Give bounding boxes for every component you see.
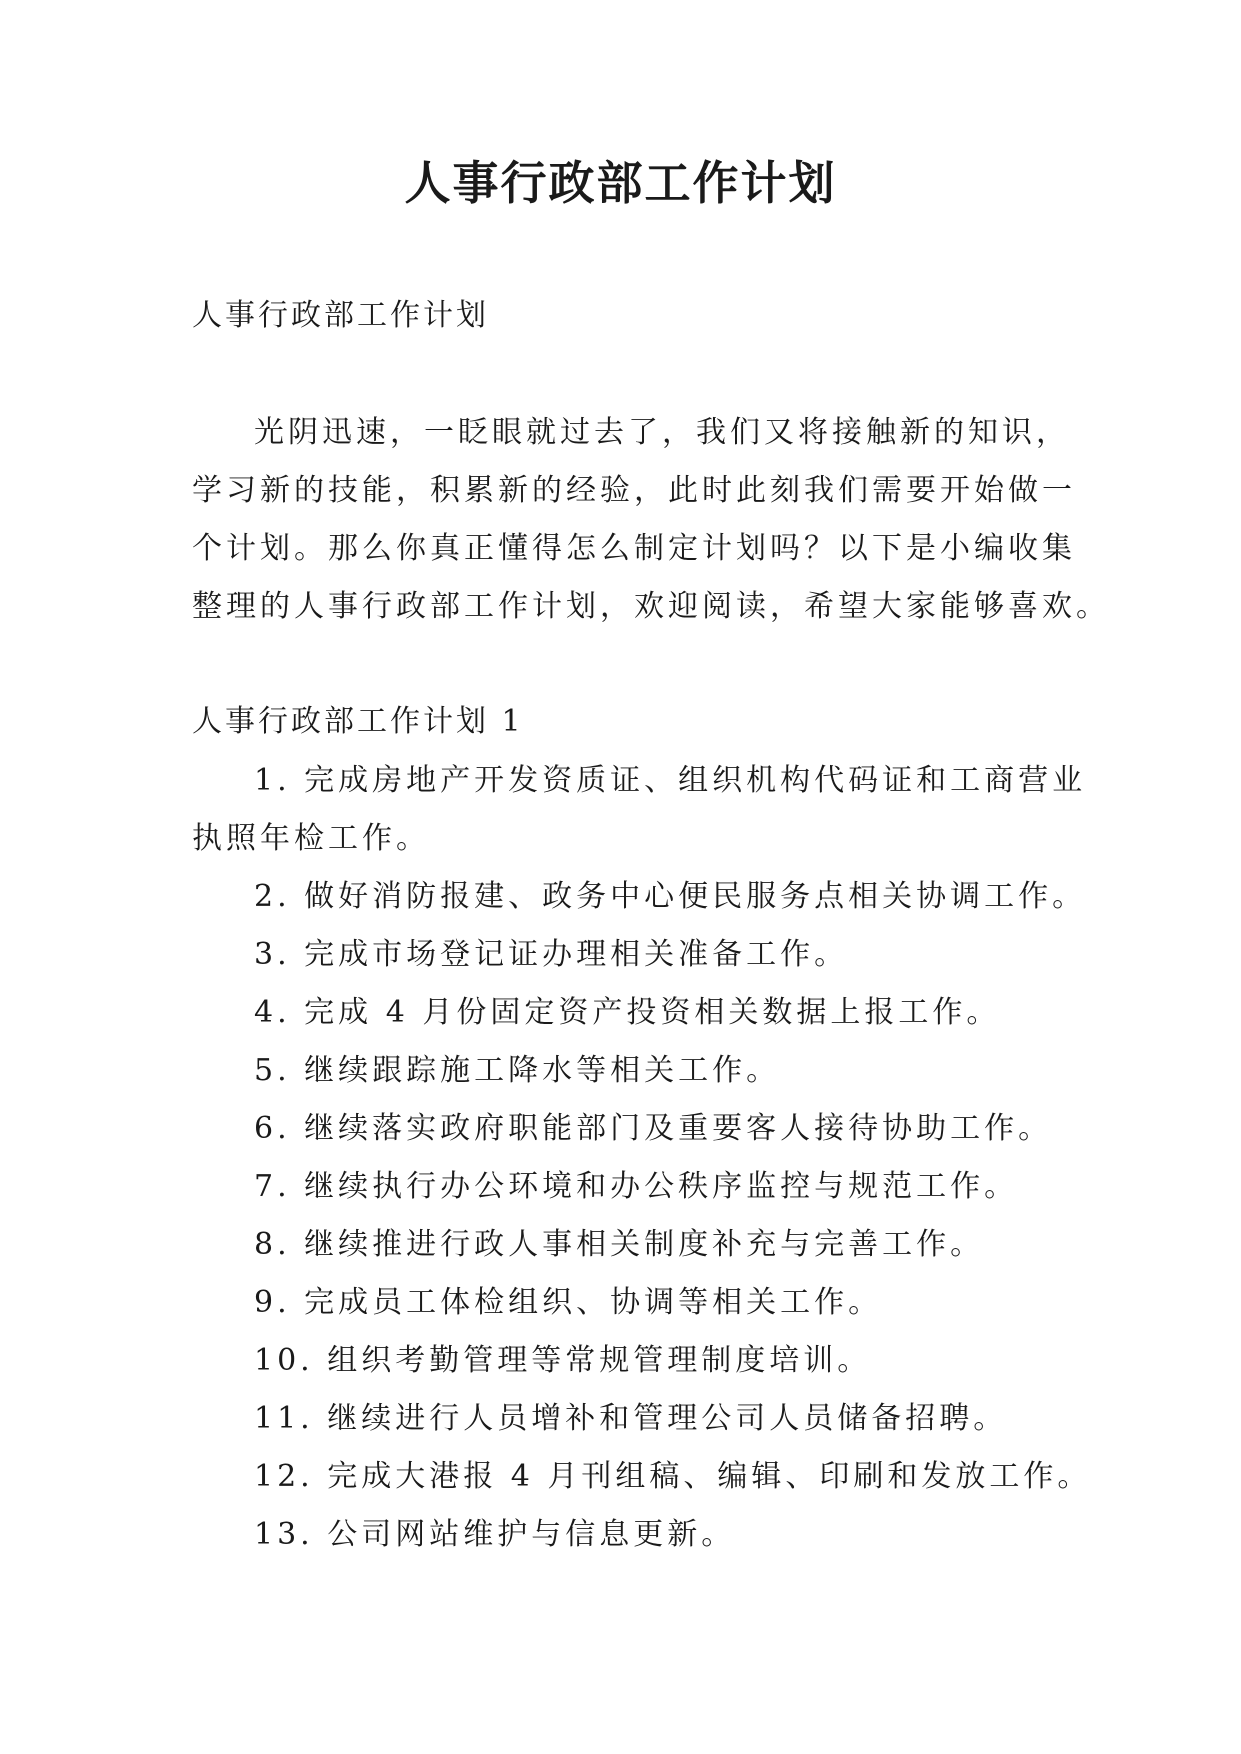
list-item-text: 11. 继续进行人员增补和管理公司人员储备招聘。 — [254, 1401, 1008, 1436]
intro-line: 整理的人事行政部工作计划，欢迎阅读，希望大家能够喜欢。 — [192, 589, 1110, 624]
list-item — [192, 752, 1092, 868]
task-list — [192, 752, 1092, 1564]
list-item — [192, 926, 1092, 984]
list-item — [192, 1448, 1092, 1506]
section-title: 人事行政部工作计划 1 — [192, 704, 524, 739]
list-item-text-continued: 执照年检工作。 — [192, 821, 430, 856]
list-item — [192, 1332, 1092, 1390]
list-item — [192, 868, 1092, 926]
list-item-text: 8. 继续推进行政人事相关制度补充与完善工作。 — [254, 1227, 985, 1262]
intro-line: 光阴迅速，一眨眼就过去了，我们又将接触新的知识， — [254, 415, 1070, 450]
list-item — [192, 1042, 1092, 1100]
document-subtitle: 人事行政部工作计划 — [192, 298, 489, 333]
list-item-text: 5. 继续跟踪施工降水等相关工作。 — [254, 1053, 781, 1088]
list-item-text: 12. 完成大港报 4 月刊组稿、编辑、印刷和发放工作。 — [254, 1459, 1092, 1494]
list-item — [192, 1216, 1092, 1274]
list-item-text: 9. 完成员工体检组织、协调等相关工作。 — [254, 1285, 883, 1320]
list-item-text: 1. 完成房地产开发资质证、组织机构代码证和工商营业 — [254, 763, 1087, 798]
intro-line: 个计划。那么你真正懂得怎么制定计划吗？以下是小编收集 — [192, 531, 1076, 566]
list-item — [192, 1158, 1092, 1216]
list-item — [192, 984, 1092, 1042]
list-item — [192, 1506, 1092, 1564]
list-item-text: 10. 组织考勤管理等常规管理制度培训。 — [254, 1343, 872, 1378]
document-title: 人事行政部工作计划 — [404, 156, 837, 210]
list-item-text: 2. 做好消防报建、政务中心便民服务点相关协调工作。 — [254, 879, 1087, 914]
list-item-text: 7. 继续执行办公环境和办公秩序监控与规范工作。 — [254, 1169, 1019, 1204]
list-item-text: 13. 公司网站维护与信息更新。 — [254, 1517, 736, 1552]
intro-paragraph — [192, 404, 1110, 636]
intro-line: 学习新的技能，积累新的经验，此时此刻我们需要开始做一 — [192, 473, 1076, 508]
list-item-text: 6. 继续落实政府职能部门及重要客人接待协助工作。 — [254, 1111, 1053, 1146]
list-item-text: 4. 完成 4 月份固定资产投资相关数据上报工作。 — [254, 995, 1001, 1030]
list-item — [192, 1274, 1092, 1332]
list-item-text: 3. 完成市场登记证办理相关准备工作。 — [254, 937, 849, 972]
list-item — [192, 1390, 1092, 1448]
list-item — [192, 1100, 1092, 1158]
